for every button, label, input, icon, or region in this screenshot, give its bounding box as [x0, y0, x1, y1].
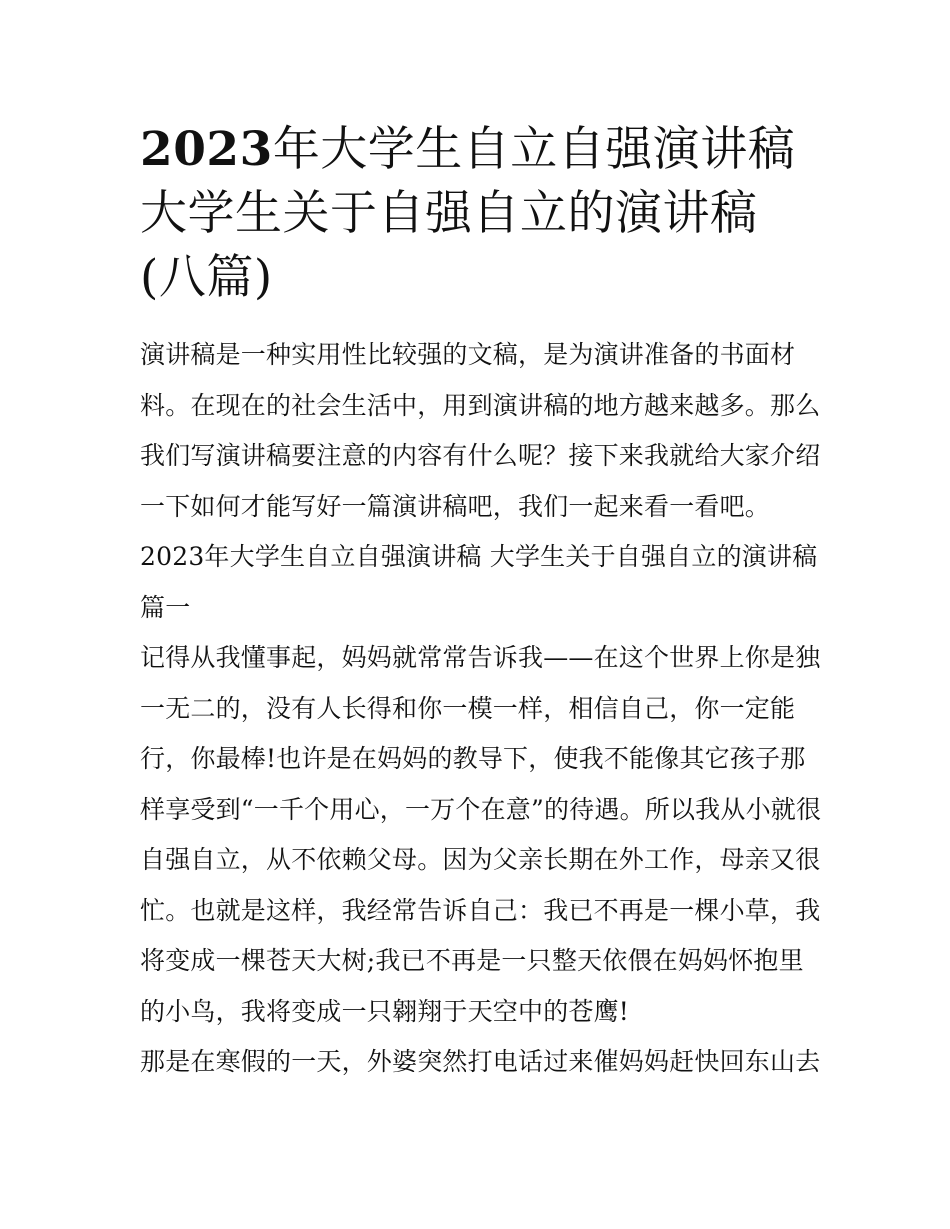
paragraph-line: 一无二的，没有人长得和你一模一样，相信自己，你一定能: [140, 693, 796, 723]
paragraph-line: 的小鸟，我将变成一只翱翔于天空中的苍鹰!: [140, 996, 630, 1026]
paragraph-line: 记得从我懂事起，妈妈就常常告诉我——在这个世界上你是独: [140, 643, 821, 672]
section-heading: [140, 532, 818, 633]
title-year: 2023: [140, 122, 273, 177]
paragraph-line: 那是在寒假的一天，外婆突然打电话过来催妈妈赶快回东山去: [140, 1047, 821, 1076]
paragraph-line: 样享受到“一千个用心，一万个在意”的待遇。所以我从小就很: [140, 794, 822, 824]
intro-line: 演讲稿是一种实用性比较强的文稿，是为演讲准备的书面材: [140, 340, 796, 369]
body-paragraph-1: [140, 633, 822, 1037]
title-line-2: 大学生关于自强自立的演讲稿: [140, 186, 758, 241]
section-heading-line: 2023年大学生自立自强演讲稿 大学生关于自强自立的演讲稿: [140, 542, 818, 571]
intro-line: 料。在现在的社会生活中，用到演讲稿的地方越来越多。那么: [140, 390, 821, 420]
paragraph-line: 自强自立，从不依赖父母。因为父亲长期在外工作，母亲又很: [140, 845, 821, 874]
title-line-1-rest: 年大学生自立自强演讲稿: [272, 122, 796, 177]
document-body: [140, 330, 822, 1088]
document-title: [140, 118, 815, 310]
title-line-3: (八篇): [140, 250, 273, 305]
intro-paragraph: [140, 330, 821, 532]
section-heading-line: 篇一: [140, 592, 191, 622]
title-line-1: [140, 118, 815, 182]
document-page: [140, 118, 822, 1088]
body-paragraph-2: [140, 1037, 821, 1088]
intro-line: 一下如何才能写好一篇演讲稿吧，我们一起来看一看吧。: [140, 491, 771, 521]
intro-line: 我们写演讲稿要注意的内容有什么呢？接下来我就给大家介绍: [140, 441, 821, 470]
paragraph-line: 将变成一棵苍天大树;我已不再是一只整天依偎在妈妈怀抱里: [140, 946, 804, 975]
paragraph-line: 行，你最棒!也许是在妈妈的教导下，使我不能像其它孩子那: [140, 744, 806, 773]
paragraph-line: 忙。也就是这样，我经常告诉自己：我已不再是一棵小草，我: [140, 895, 821, 925]
